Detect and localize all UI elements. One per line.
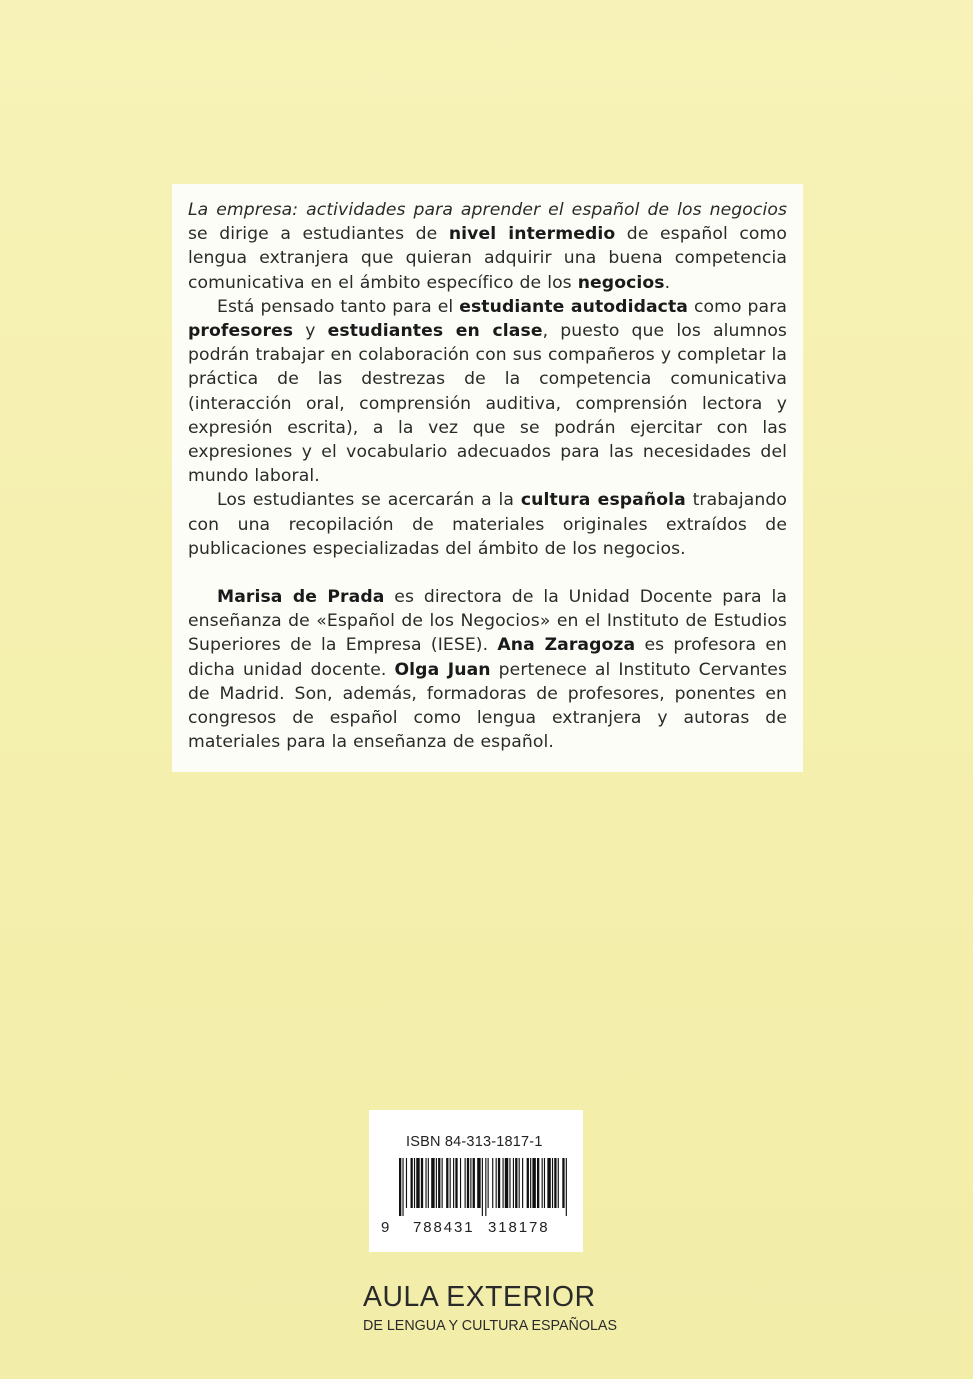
isbn-label: ISBN 84-313-1817-1 <box>406 1134 543 1150</box>
text-span: es directora de la Unidad Docente para la enseñanza de «Español de los Negocios» en el Instituto de Estudios Superiores de la Empresa (IESE). <box>188 587 787 656</box>
authors-paragraph <box>188 585 787 754</box>
text-span: . <box>664 272 671 293</box>
text-span: Está pensado tanto para el <box>217 296 460 317</box>
series-subtitle: DE LENGUA Y CULTURA ESPAÑOLAS <box>363 1318 617 1334</box>
bold-cultura: cultura española <box>520 490 686 511</box>
book-title-italic: La empresa: actividades para aprender el español de los negocios <box>188 200 787 220</box>
bold-profesores: profesores <box>188 321 294 342</box>
series-title: AULA EXTERIOR <box>363 1280 596 1312</box>
text-span: y <box>293 321 328 342</box>
text-span: es profesora en dicha unidad docente. <box>188 635 787 680</box>
bold-estudiantes-clase: estudiantes en clase <box>327 321 543 342</box>
text-span: trabajando con una recopilación de materiales originales extraídos de publicaciones especializadas del ámbito de los negocios. <box>188 490 787 559</box>
barcode-digits-left: 788431 <box>413 1219 475 1236</box>
culture-paragraph <box>188 488 787 561</box>
isbn-barcode-block <box>369 1110 583 1252</box>
text-span: se dirige a estudiantes de <box>188 224 449 245</box>
text-span: Los estudiantes se acercarán a la <box>217 490 521 511</box>
barcode-icon <box>399 1158 571 1216</box>
author-name: Olga Juan <box>394 659 491 680</box>
bold-negocios: negocios <box>577 272 665 293</box>
audience-paragraph <box>188 295 787 489</box>
bold-autodidacta: estudiante autodidacta <box>459 296 688 317</box>
text-span: pertenece al Instituto Cervantes de Madrid. Son, además, formadoras de profesores, ponentes en congresos de español como lengua extranjera y autoras de materiales para la enseñanza de español. <box>188 659 787 753</box>
barcode-lead-digit: 9 <box>381 1219 390 1236</box>
description-panel <box>172 184 803 772</box>
text-span: como para <box>688 296 787 317</box>
author-name: Ana Zaragoza <box>497 635 636 656</box>
barcode-digits-right: 318178 <box>488 1219 550 1236</box>
text-span: , puesto que los alumnos podrán trabajar en colaboración con sus compañeros y completar la práctica de las destrezas de la competencia comunicativa (interacción oral, comprensión auditiva, comprensión lectora y expresión escrita), a la vez que se podrán ejercitar con las expresiones y el vocabulario adecuados para las necesidades del mundo laboral. <box>188 321 787 487</box>
author-name: Marisa de Prada <box>217 587 385 608</box>
intro-paragraph <box>188 198 787 295</box>
bold-level: nivel intermedio <box>448 224 616 245</box>
text-span: de español como lengua extranjera que quieran adquirir una buena competencia comunicativa en el ámbito específico de los <box>188 224 787 293</box>
